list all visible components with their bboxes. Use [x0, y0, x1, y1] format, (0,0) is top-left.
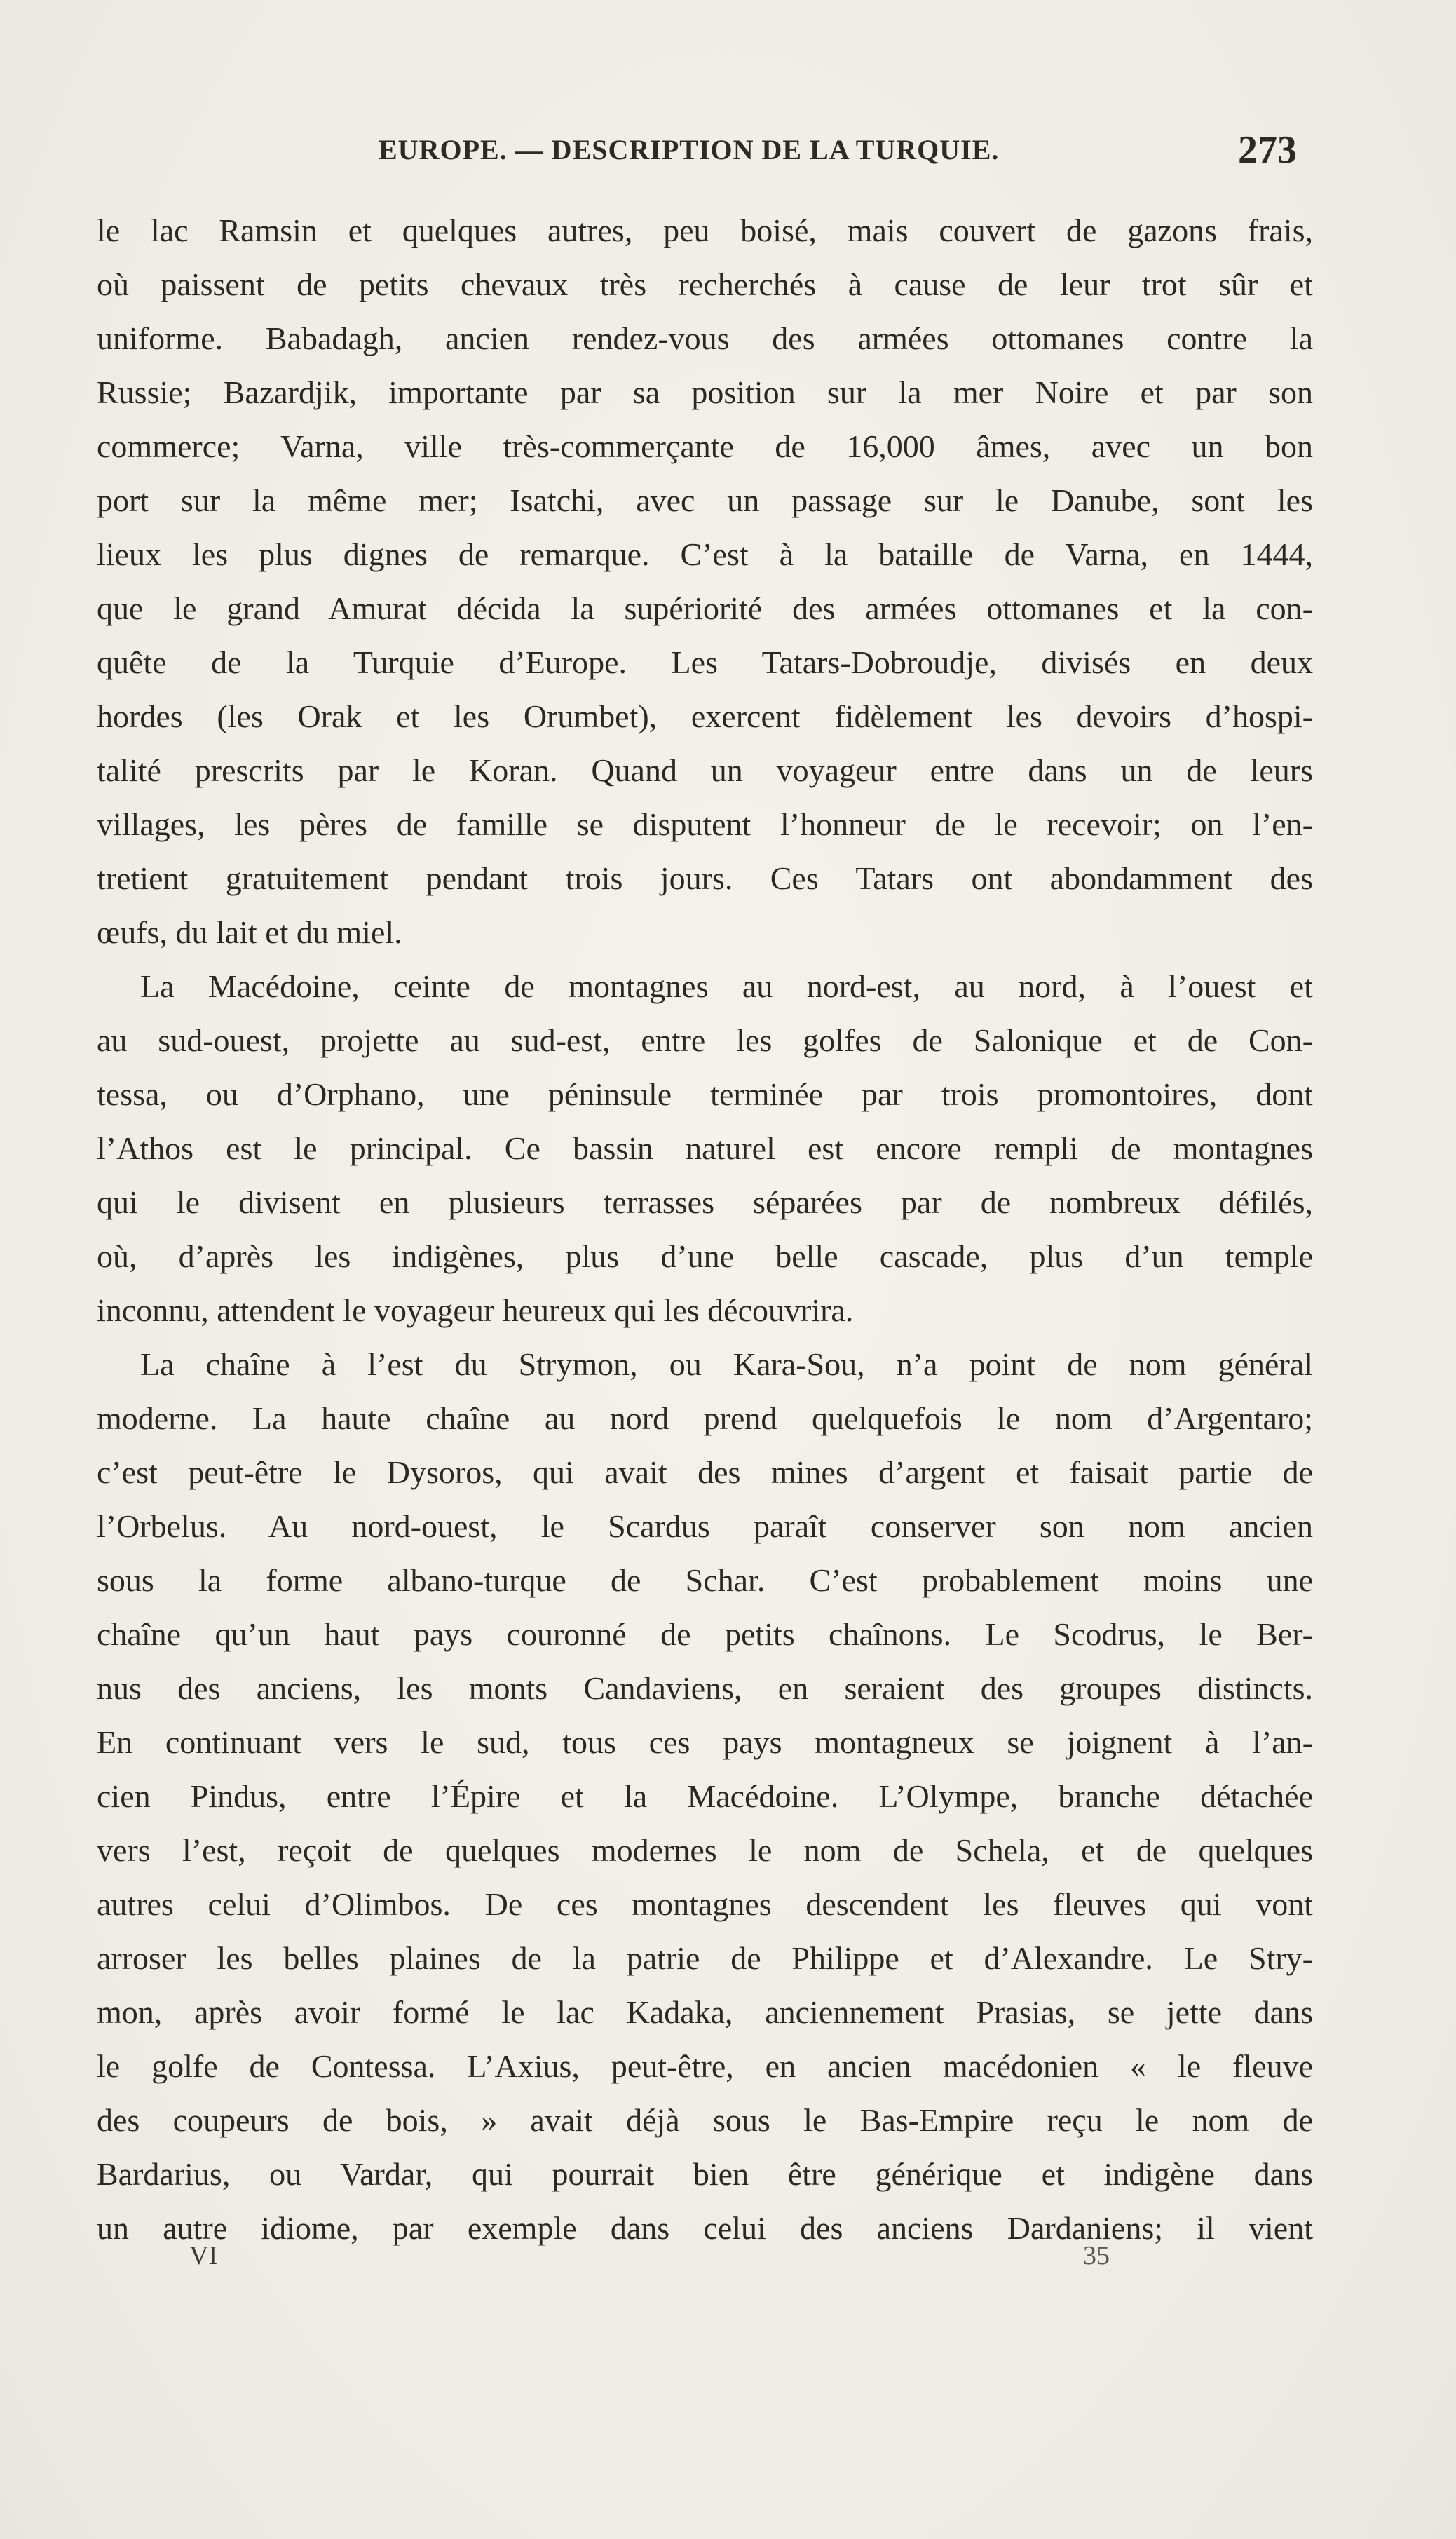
text-line: chaîne qu’un haut pays couronné de petits chaînons. Le Scodrus, le Ber-: [97, 1616, 1313, 1652]
text-line: uniforme. Babadagh, ancien rendez-vous des armées ottomanes contre la: [97, 320, 1313, 356]
signature-number: 35: [1083, 2241, 1110, 2270]
text-line: port sur la même mer; Isatchi, avec un passage sur le Danube, sont les: [97, 482, 1313, 518]
text-line: un autre idiome, par exemple dans celui des anciens Dardaniens; il vient: [97, 2210, 1313, 2246]
text-line: Bardarius, ou Vardar, qui pourrait bien être générique et indigène dans: [97, 2156, 1313, 2192]
text-line: nus des anciens, les monts Candaviens, en seraient des groupes distincts.: [97, 1670, 1313, 1706]
page-footer: [189, 2240, 1171, 2282]
text-line: quête de la Turquie d’Europe. Les Tatars-Dobroudje, divisés en deux: [97, 644, 1313, 680]
text-line: vers l’est, reçoit de quelques modernes le nom de Schela, et de quelques: [97, 1832, 1313, 1868]
running-title: EUROPE. — DESCRIPTION DE LA TURQUIE.: [379, 134, 1000, 165]
text-line: En continuant vers le sud, tous ces pays montagneux se joignent à l’an-: [97, 1724, 1313, 1760]
text-line: des coupeurs de bois, » avait déjà sous le Bas-Empire reçu le nom de: [97, 2102, 1313, 2138]
text-line: villages, les pères de famille se disputent l’honneur de le recevoir; on l’en-: [97, 806, 1313, 842]
text-line: cien Pindus, entre l’Épire et la Macédoine. L’Olympe, branche détachée: [97, 1778, 1313, 1814]
text-line: autres celui d’Olimbos. De ces montagnes descendent les fleuves qui vont: [97, 1886, 1313, 1922]
text-line: œufs, du lait et du miel.: [97, 914, 402, 950]
text-line: arroser les belles plaines de la patrie de Philippe et d’Alexandre. Le Stry-: [97, 1940, 1313, 1976]
text-line: où, d’après les indigènes, plus d’une belle cascade, plus d’un temple: [97, 1238, 1313, 1274]
page-number: 273: [1238, 128, 1297, 172]
text-line: tretient gratuitement pendant trois jours. Ces Tatars ont abondamment des: [97, 860, 1313, 896]
text-line: sous la forme albano-turque de Schar. C’est probablement moins une: [97, 1562, 1313, 1598]
text-line: c’est peut-être le Dysoros, qui avait des mines d’argent et faisait partie de: [97, 1454, 1313, 1490]
text-line: l’Orbelus. Au nord-ouest, le Scardus paraît conserver son nom ancien: [97, 1508, 1313, 1544]
text-line: inconnu, attendent le voyageur heureux qui les découvrira.: [97, 1292, 854, 1328]
text-line: commerce; Varna, ville très-commerçante de 16,000 âmes, avec un bon: [97, 428, 1313, 464]
text-line: qui le divisent en plusieurs terrasses séparées par de nombreux défilés,: [97, 1184, 1313, 1220]
text-line: l’Athos est le principal. Ce bassin naturel est encore rempli de montagnes: [97, 1130, 1313, 1166]
signature-mark: VI: [189, 2241, 218, 2270]
text-line: La chaîne à l’est du Strymon, ou Kara-Sou, n’a point de nom général: [140, 1346, 1313, 1382]
text-line: hordes (les Orak et les Orumbet), exercent fidèlement les devoirs d’hospi-: [97, 698, 1313, 734]
text-line: mon, après avoir formé le lac Kadaka, anciennement Prasias, se jette dans: [97, 1994, 1313, 2030]
text-line: le lac Ramsin et quelques autres, peu boisé, mais couvert de gazons frais,: [97, 212, 1313, 248]
text-line: tessa, ou d’Orphano, une péninsule terminée par trois promontoires, dont: [97, 1076, 1313, 1112]
text-line: talité prescrits par le Koran. Quand un voyageur entre dans un de leurs: [97, 752, 1313, 788]
body-text: [97, 203, 1313, 2255]
page-header: [379, 128, 1311, 175]
text-line: La Macédoine, ceinte de montagnes au nord-est, au nord, à l’ouest et: [140, 968, 1313, 1004]
text-line: où paissent de petits chevaux très recherchés à cause de leur trot sûr et: [97, 266, 1313, 302]
text-line: moderne. La haute chaîne au nord prend quelquefois le nom d’Argentaro;: [97, 1400, 1313, 1436]
text-line: Russie; Bazardjik, importante par sa position sur la mer Noire et par son: [97, 374, 1313, 410]
text-line: le golfe de Contessa. L’Axius, peut-être, en ancien macédonien « le fleuve: [97, 2048, 1313, 2084]
text-line: que le grand Amurat décida la supériorité des armées ottomanes et la con-: [97, 590, 1313, 626]
text-line: au sud-ouest, projette au sud-est, entre les golfes de Salonique et de Con-: [97, 1022, 1313, 1058]
text-line: lieux les plus dignes de remarque. C’est à la bataille de Varna, en 1444,: [97, 536, 1313, 572]
